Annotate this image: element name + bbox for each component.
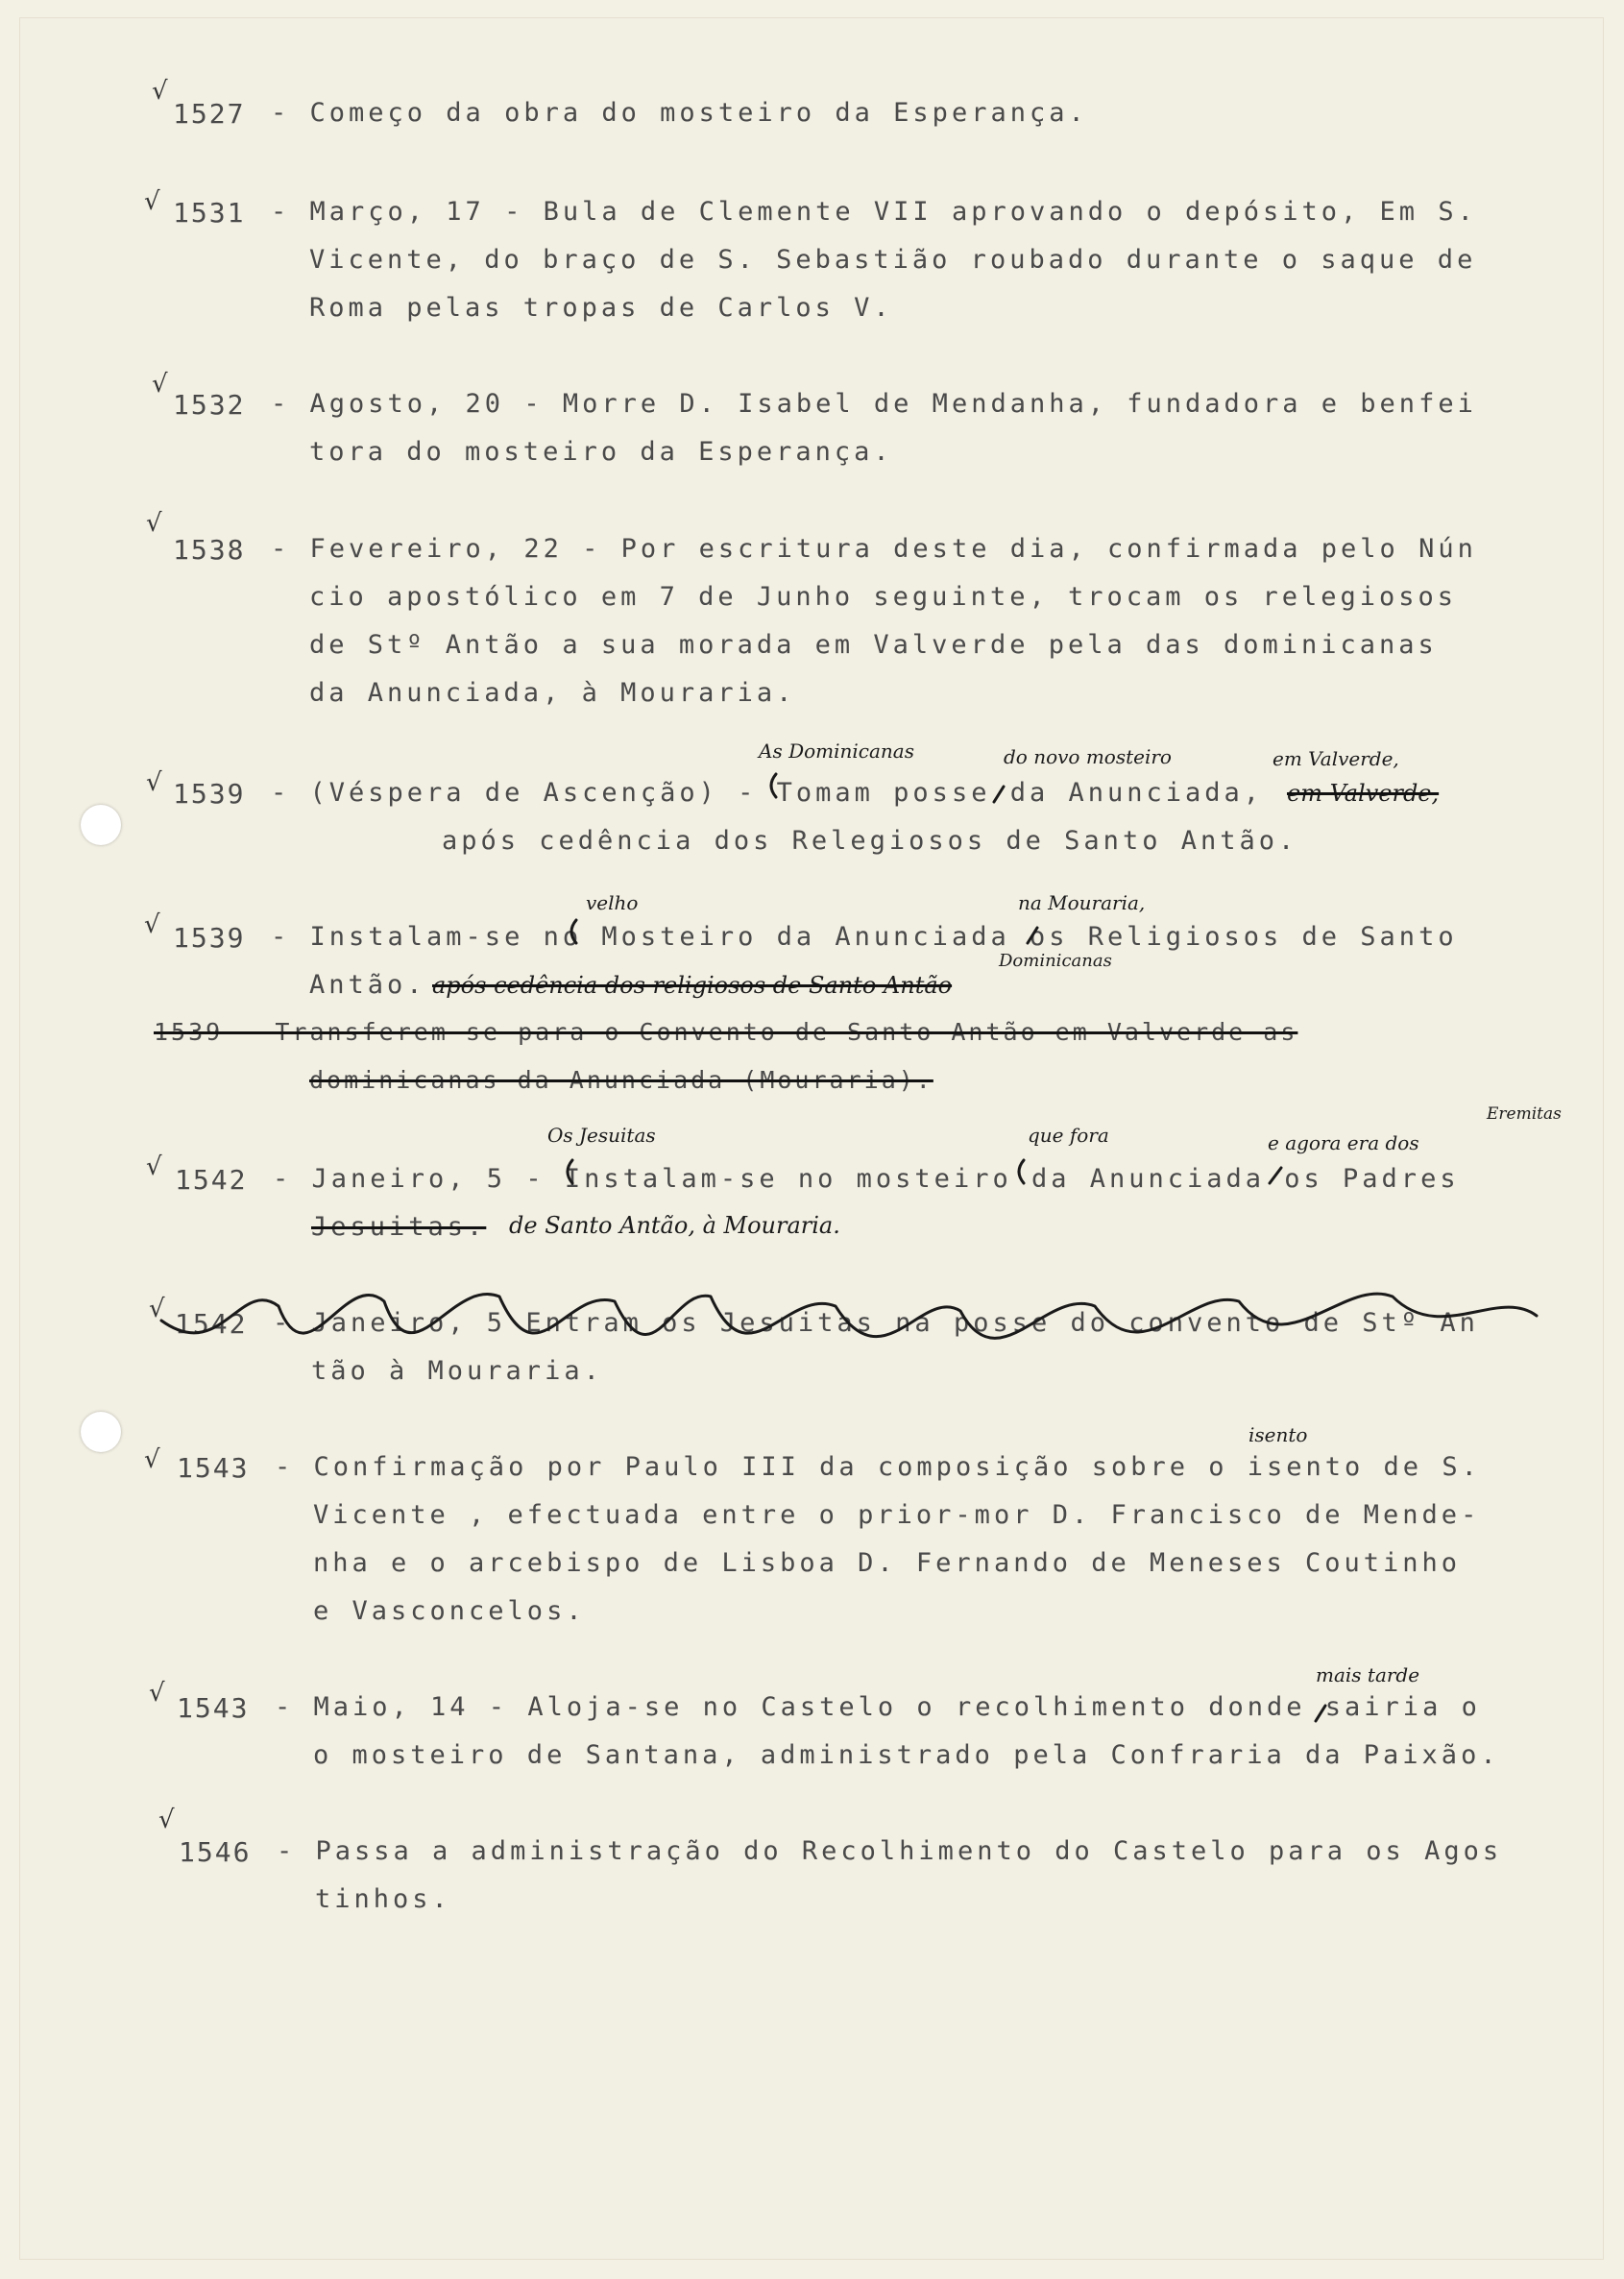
check-mark: √ — [149, 1679, 165, 1708]
entry-text-line: - Passa a administração do Recolhimento do Castelo para os Agos — [277, 1836, 1503, 1866]
entry-text-line: cio apostólico em 7 de Junho seguinte, trocam os relegiosos — [309, 582, 1458, 612]
handwritten-annotation: Eremitas — [1487, 1104, 1562, 1124]
entry-text-line: - Janeiro, 5 Entram os Jesuitas na posse do convento de Stº An — [273, 1308, 1479, 1338]
handwritten-annotation: Os Jesuitas — [547, 1124, 656, 1147]
entry-text-line: o mosteiro de Santana, administrado pela Confraria da Paixão. — [313, 1740, 1500, 1770]
handwritten-annotation: mais tarde — [1316, 1663, 1420, 1686]
handwritten-annotation: do novo mosteiro — [1004, 745, 1172, 768]
check-mark: √ — [158, 1806, 175, 1834]
entry-text-line: tora do mosteiro da Esperança. — [309, 437, 893, 467]
entry-year: 1542 — [175, 1308, 248, 1340]
entry-text-line: - Maio, 14 - Aloja-se no Castelo o recolhimento donde sairia o — [275, 1692, 1481, 1722]
check-mark: √ — [144, 1445, 160, 1474]
check-mark: √ — [144, 187, 160, 216]
check-mark: √ — [146, 1152, 162, 1181]
entry-text-line: - Começo da obra do mosteiro da Esperança. — [271, 98, 1088, 128]
check-mark: √ — [152, 370, 168, 399]
handwritten-annotation: isento — [1248, 1423, 1308, 1446]
entry-year: 1532 — [173, 389, 246, 421]
entry-text-line: após cedência dos Relegiosos de Santo Antão. — [442, 826, 1298, 856]
entry-year: 1542 — [175, 1164, 248, 1196]
struck-entry-line: dominicanas da Anunciada (Mouraria). — [309, 1066, 933, 1094]
punch-hole-bottom — [81, 1412, 121, 1452]
punch-hole-top — [81, 805, 121, 845]
entry-text-line: e Vasconcelos. — [313, 1596, 586, 1626]
entry-text-line: tinhos. — [315, 1884, 451, 1914]
entry-text-line: da Anunciada, à Mouraria. — [309, 678, 796, 708]
entry-year: 1543 — [177, 1692, 250, 1724]
entry-year: 1546 — [179, 1836, 252, 1868]
handwritten-annotation: que fora — [1028, 1124, 1109, 1147]
entry-year: 1538 — [173, 534, 246, 566]
entry-text-line: tão à Mouraria. — [311, 1356, 603, 1386]
check-mark: √ — [146, 768, 162, 797]
entry-text-line: - Março, 17 - Bula de Clemente VII aprovando o depósito, Em S. — [271, 197, 1477, 227]
entry-text-line: Antão. — [309, 970, 426, 1000]
entry-text-line: nha e o arcebispo de Lisboa D. Fernando de Meneses Coutinho — [313, 1548, 1462, 1578]
entry-text-line: Roma pelas tropas de Carlos V. — [309, 293, 893, 323]
entry-text-line: - (Véspera de Ascenção) - Tomam posse da Anunciada, — [271, 778, 1264, 808]
check-mark: √ — [149, 1295, 165, 1323]
handwritten-annotation: na Mouraria, — [1018, 891, 1146, 914]
entry-text-line: - Confirmação por Paulo III da composição sobre o isento de S. — [275, 1452, 1481, 1482]
entry-text-line: - Fevereiro, 22 - Por escritura deste dia, confirmada pelo Nún — [271, 534, 1477, 564]
entry-year: 1527 — [173, 98, 246, 130]
check-mark: √ — [146, 509, 162, 538]
entry-text-line: - Instalam-se no Mosteiro da Anunciada os Religiosos de Santo — [271, 922, 1458, 952]
entry-text-line: Vicente , efectuada entre o prior-mor D. Francisco de Mende- — [313, 1500, 1481, 1530]
handwritten-annotation: em Valverde, — [1273, 747, 1399, 770]
handwritten-annotation: de Santo Antão, à Mouraria. — [509, 1212, 840, 1239]
entry-year: 1539 — [173, 778, 246, 810]
check-mark: √ — [144, 910, 160, 939]
handwritten-annotation: velho — [586, 891, 639, 914]
handwritten-annotation: Dominicanas — [999, 951, 1112, 971]
entry-text-line: Jesuitas. — [311, 1212, 487, 1242]
struck-entry-line: 1539 - Transferem-se para o Convento de Santo Antão em Valverde as — [154, 1018, 1298, 1046]
entry-text-line: - Agosto, 20 - Morre D. Isabel de Mendanha, fundadora e benfei — [271, 389, 1477, 419]
entry-year: 1539 — [173, 922, 246, 954]
entry-text-line: de Stº Antão a sua morada em Valverde pela das dominicanas — [309, 630, 1438, 660]
struck-fragment: após cedência dos religiosos de Santo Antão — [432, 972, 953, 999]
entry-year: 1531 — [173, 197, 246, 229]
entry-year: 1543 — [177, 1452, 250, 1484]
entry-text-line: - Janeiro, 5 - Instalam-se no mosteiro da Anunciada os Padres — [273, 1164, 1460, 1194]
check-mark: √ — [152, 77, 168, 106]
entry-text-line: Vicente, do braço de S. Sebastião roubado durante o saque de — [309, 245, 1477, 275]
handwritten-annotation: As Dominicanas — [759, 739, 914, 763]
handwritten-annotation: e agora era dos — [1268, 1131, 1419, 1154]
struck-fragment: em Valverde, — [1287, 780, 1440, 807]
